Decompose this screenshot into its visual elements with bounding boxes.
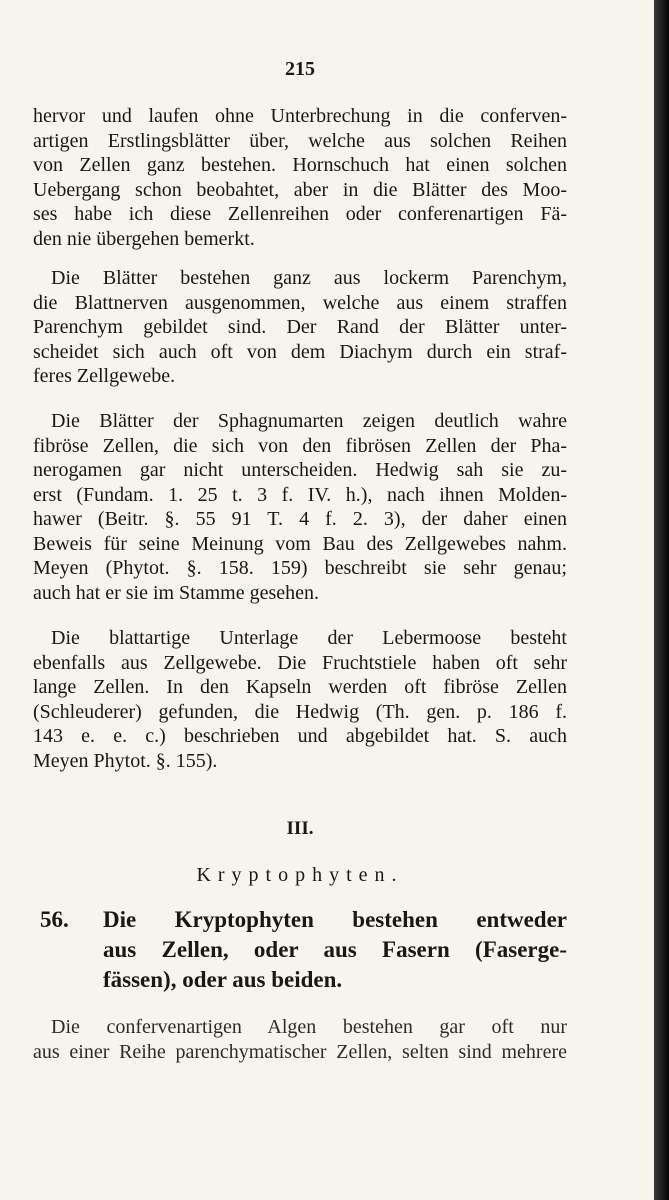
thesis-line: Die Kryptophyten bestehen entweder [103,907,567,932]
text-line: Beweis für seine Meinung vom Bau des Zellgewebes nahm. [33,532,567,555]
thesis-line: aus Zellen, oder aus Fasern (Faserge- [103,937,567,962]
paragraph-3 [33,409,567,605]
text-line: feres Zellgewebe. [33,365,176,387]
text-line: fibröse Zellen, die sich von den fibrösen Zellen der Pha- [33,434,567,457]
text-line: (Schleuderer) gefunden, die Hedwig (Th. gen. p. 186 f. [33,700,567,723]
text-line: artigen Erstlingsblätter über, welche aus solchen Reihen [33,129,567,152]
text-line: Die blattartige Unterlage der Lebermoose besteht [51,627,567,649]
text-line: aus einer Reihe parenchymatischer Zellen, selten sind mehrere [33,1040,567,1063]
text-line: hervor und laufen ohne Unterbrechung in die conferven- [33,105,567,127]
page-edge-shadow [654,0,669,1200]
text-line: hawer (Beitr. §. 55 91 T. 4 f. 2. 3), der daher einen [33,508,567,530]
thesis-line: fässen), oder aus beiden. [103,967,343,992]
text-line: ses habe ich diese Zellenreihen oder conferenartigen Fä- [33,203,567,225]
text-line: den nie übergehen bemerkt. [33,227,255,250]
text-line: Die confervenartigen Algen bestehen gar oft nur [51,1016,567,1038]
paragraph-4 [33,626,567,773]
text-line: Uebergang schon beobahtet, aber in die Blätter des Moo- [33,178,567,201]
text-line: lange Zellen. In den Kapseln werden oft fibröse Zellen [33,676,567,698]
text-line: ebenfalls aus Zellgewebe. Die Fruchtstiele haben oft sehr [33,651,567,674]
text-line: Die Blätter der Sphagnumarten zeigen deutlich wahre [51,410,567,432]
text-line: von Zellen ganz bestehen. Hornschuch hat einen solchen [33,154,567,176]
text-line: erst (Fundam. 1. 25 t. 3 f. IV. h.), nach ihnen Molden- [33,483,567,506]
paragraph-1 [33,104,567,251]
text-line: die Blattnerven ausgenommen, welche aus einem straffen [33,291,567,314]
text-line: 143 e. e. c.) beschrieben und abgebildet hat. S. auch [33,725,567,747]
text-line: scheidet sich auch oft von dem Diachym durch ein straf- [33,340,567,363]
paragraph-5 [33,1015,567,1064]
paragraph-2 [33,266,567,389]
thesis-56 [40,905,567,995]
page-number: 215 [285,58,315,80]
text-line: Meyen (Phytot. §. 158. 159) beschreibt sie sehr genau; [33,557,567,579]
thesis-number: 56. [40,907,69,932]
text-line: Die Blätter bestehen ganz aus lockerm Parenchym, [51,267,567,289]
text-line: nerogamen gar nicht unterscheiden. Hedwig sah sie zu- [33,459,567,481]
text-line: auch hat er sie im Stamme gesehen. [33,581,320,604]
text-line: Meyen Phytot. §. 155). [33,749,218,772]
section-title: Kryptophyten. [196,864,404,886]
section-number: III. [286,818,314,839]
text-line: Parenchym gebildet sind. Der Rand der Blätter unter- [33,316,567,338]
